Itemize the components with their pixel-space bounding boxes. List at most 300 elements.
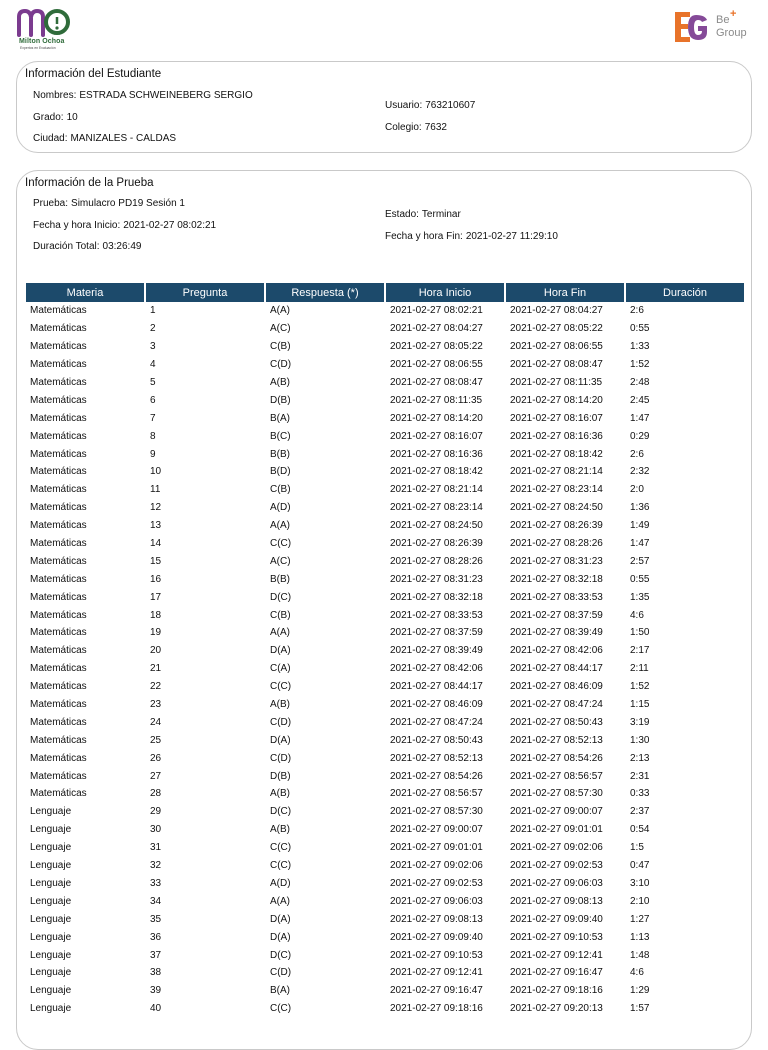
cell-duracion: 2:10 (630, 895, 650, 907)
cell-hora-inicio: 2021-02-27 08:18:42 (390, 466, 483, 478)
cell-duracion: 0:33 (630, 788, 650, 800)
cell-hora-fin: 2021-02-27 08:42:06 (510, 645, 603, 657)
cell-respuesta: A(B) (270, 377, 290, 388)
cell-hora-fin: 2021-02-27 08:16:36 (510, 430, 603, 442)
student-grade-field (33, 112, 78, 123)
cell-respuesta: C(C) (270, 1003, 292, 1015)
logo-brand-text: Milton Ochoa (19, 38, 65, 45)
cell-materia: Matemáticas (30, 699, 87, 711)
cell-materia: Matemáticas (30, 538, 87, 550)
cell-hora-inicio: 2021-02-27 08:28:26 (390, 555, 483, 567)
cell-respuesta: A(C) (270, 555, 291, 567)
cell-duracion: 1:57 (630, 1003, 650, 1015)
cell-pregunta: 25 (150, 734, 162, 746)
cell-hora-inicio: 2021-02-27 09:09:40 (390, 931, 483, 943)
cell-hora-fin: 2021-02-27 08:39:49 (510, 627, 603, 639)
cell-hora-fin: 2021-02-27 09:02:53 (510, 860, 603, 872)
cell-materia: Lenguaje (30, 895, 72, 907)
cell-pregunta: 38 (150, 967, 162, 979)
table-row (26, 946, 744, 964)
table-row (26, 463, 744, 481)
cell-materia: Lenguaje (30, 967, 72, 979)
cell-hora-inicio: 2021-02-27 08:46:09 (390, 699, 483, 711)
cell-hora-inicio: 2021-02-27 09:01:01 (390, 842, 483, 854)
student-user-value: 763210607 (425, 100, 476, 111)
cell-respuesta: C(D) (270, 967, 292, 979)
table-row (26, 731, 744, 749)
cell-duracion: 1:33 (630, 341, 650, 353)
table-row (26, 445, 744, 463)
cell-hora-fin: 2021-02-27 09:10:53 (510, 931, 603, 943)
cell-hora-fin: 2021-02-27 08:50:43 (510, 716, 603, 728)
student-info-card (16, 61, 752, 153)
cell-hora-fin: 2021-02-27 08:47:24 (510, 699, 603, 711)
cell-hora-fin: 2021-02-27 09:01:01 (510, 824, 603, 836)
table-row (26, 821, 744, 839)
table-row (26, 588, 744, 606)
cell-respuesta: A(C) (270, 323, 291, 335)
cell-hora-inicio: 2021-02-27 09:10:53 (390, 949, 483, 961)
cell-pregunta: 23 (150, 699, 162, 711)
cell-duracion: 0:29 (630, 430, 650, 442)
table-row (26, 928, 744, 946)
cell-pregunta: 11 (150, 484, 161, 496)
cell-hora-fin: 2021-02-27 08:33:53 (510, 591, 603, 603)
cell-pregunta: 16 (150, 573, 162, 585)
cell-pregunta: 24 (150, 716, 162, 728)
cell-respuesta: D(A) (270, 645, 291, 657)
cell-duracion: 1:49 (630, 520, 650, 532)
cell-materia: Matemáticas (30, 502, 87, 514)
cell-pregunta: 17 (150, 591, 162, 603)
cell-pregunta: 13 (150, 520, 162, 532)
cell-pregunta: 18 (150, 609, 162, 621)
test-name-field (33, 198, 185, 209)
cell-respuesta: B(D) (270, 466, 291, 478)
cell-respuesta: C(B) (270, 341, 291, 353)
cell-hora-fin: 2021-02-27 08:31:23 (510, 555, 603, 567)
cell-hora-inicio: 2021-02-27 09:02:06 (390, 860, 483, 872)
cell-materia: Matemáticas (30, 591, 87, 603)
table-row (26, 1000, 744, 1018)
cell-respuesta: D(C) (270, 591, 292, 603)
table-header-row (26, 283, 744, 302)
cell-pregunta: 35 (150, 913, 162, 925)
cell-respuesta: D(C) (270, 806, 292, 818)
table-row (26, 767, 744, 785)
cell-hora-inicio: 2021-02-27 08:06:55 (390, 359, 483, 371)
cell-materia: Matemáticas (30, 716, 87, 728)
cell-pregunta: 9 (150, 448, 156, 460)
cell-respuesta: A(A) (270, 520, 290, 532)
cell-hora-fin: 2021-02-27 08:14:20 (510, 394, 603, 406)
cell-respuesta: A(D) (270, 502, 291, 514)
cell-hora-fin: 2021-02-27 09:16:47 (510, 967, 603, 979)
student-user-field (385, 100, 475, 111)
student-city-label: Ciudad: (33, 133, 68, 144)
cell-hora-inicio: 2021-02-27 09:18:16 (390, 1003, 483, 1015)
cell-hora-fin: 2021-02-27 08:56:57 (510, 770, 603, 782)
cell-duracion: 2:11 (630, 663, 649, 675)
cell-hora-inicio: 2021-02-27 08:11:35 (390, 394, 483, 406)
cell-respuesta: C(C) (270, 681, 292, 693)
cell-pregunta: 12 (150, 502, 162, 514)
table-row (26, 624, 744, 642)
cell-materia: Matemáticas (30, 663, 87, 675)
cell-duracion: 2:17 (630, 645, 650, 657)
student-grade-label: Grado: (33, 112, 64, 123)
cell-duracion: 1:52 (630, 359, 650, 371)
cell-hora-fin: 2021-02-27 09:02:06 (510, 842, 603, 854)
column-header-hora-inicio: Hora Inicio (386, 283, 504, 302)
cell-pregunta: 28 (150, 788, 162, 800)
cell-respuesta: B(B) (270, 448, 290, 460)
cell-hora-inicio: 2021-02-27 08:16:07 (390, 430, 483, 442)
cell-materia: Matemáticas (30, 448, 87, 460)
student-city-value: MANIZALES - CALDAS (70, 133, 177, 144)
cell-respuesta: D(A) (270, 913, 291, 925)
student-name-label: Nombres: (33, 90, 77, 101)
student-city-field (33, 133, 176, 144)
cell-hora-fin: 2021-02-27 08:57:30 (510, 788, 603, 800)
test-start-value: 2021-02-27 08:02:21 (123, 220, 217, 231)
logo-tagline-text: Expertos en Evaluación (20, 46, 56, 50)
cell-hora-fin: 2021-02-27 09:20:13 (510, 1003, 603, 1015)
cell-hora-fin: 2021-02-27 08:18:42 (510, 448, 603, 460)
cell-pregunta: 8 (150, 430, 156, 442)
table-row (26, 606, 744, 624)
cell-respuesta: D(C) (270, 949, 292, 961)
cell-hora-fin: 2021-02-27 08:04:27 (510, 305, 603, 317)
cell-duracion: 2:6 (630, 448, 644, 460)
column-header-materia: Materia (26, 283, 144, 302)
answers-table-body (26, 302, 744, 1018)
table-row (26, 427, 744, 445)
student-name-field (33, 90, 253, 101)
cell-duracion: 1:5 (630, 842, 644, 854)
cell-materia: Matemáticas (30, 609, 87, 621)
cell-materia: Matemáticas (30, 484, 87, 496)
cell-respuesta: A(A) (270, 305, 290, 317)
cell-duracion: 2:6 (630, 305, 644, 317)
cell-materia: Lenguaje (30, 877, 72, 889)
cell-hora-inicio: 2021-02-27 08:44:17 (390, 681, 483, 693)
cell-duracion: 1:13 (630, 931, 650, 943)
cell-duracion: 2:57 (630, 555, 650, 567)
table-row (26, 320, 744, 338)
table-row (26, 660, 744, 678)
cell-hora-inicio: 2021-02-27 08:42:06 (390, 663, 483, 675)
student-info-title: Información del Estudiante (25, 68, 162, 80)
logo-plus-text: + (730, 8, 737, 20)
cell-duracion: 1:47 (630, 412, 650, 424)
table-row (26, 642, 744, 660)
cell-respuesta: A(A) (270, 627, 290, 639)
cell-hora-fin: 2021-02-27 08:23:14 (510, 484, 603, 496)
table-row (26, 839, 744, 857)
cell-hora-fin: 2021-02-27 09:12:41 (510, 949, 603, 961)
cell-duracion: 4:6 (630, 967, 644, 979)
cell-duracion: 1:47 (630, 538, 650, 550)
cell-pregunta: 3 (150, 341, 156, 353)
cell-materia: Matemáticas (30, 627, 87, 639)
student-school-value: 7632 (424, 122, 447, 133)
cell-materia: Matemáticas (30, 305, 87, 317)
cell-pregunta: 33 (150, 877, 162, 889)
cell-hora-fin: 2021-02-27 08:05:22 (510, 323, 603, 335)
cell-materia: Matemáticas (30, 341, 87, 353)
cell-pregunta: 26 (150, 752, 162, 764)
cell-hora-inicio: 2021-02-27 08:31:23 (390, 573, 483, 585)
cell-pregunta: 39 (150, 985, 162, 997)
cell-duracion: 2:45 (630, 394, 650, 406)
cell-hora-fin: 2021-02-27 08:06:55 (510, 341, 603, 353)
test-duration-label: Duración Total: (33, 241, 100, 252)
cell-materia: Matemáticas (30, 752, 87, 764)
cell-respuesta: C(C) (270, 538, 292, 550)
cell-respuesta: D(A) (270, 734, 291, 746)
cell-pregunta: 34 (150, 895, 162, 907)
cell-hora-inicio: 2021-02-27 08:54:26 (390, 770, 483, 782)
cell-pregunta: 7 (150, 412, 156, 424)
cell-hora-fin: 2021-02-27 08:11:35 (510, 377, 603, 388)
cell-duracion: 2:37 (630, 806, 650, 818)
cell-hora-inicio: 2021-02-27 08:57:30 (390, 806, 483, 818)
cell-respuesta: C(D) (270, 716, 292, 728)
cell-pregunta: 4 (150, 359, 156, 371)
cell-pregunta: 29 (150, 806, 162, 818)
cell-hora-fin: 2021-02-27 08:16:07 (510, 412, 603, 424)
cell-pregunta: 19 (150, 627, 162, 639)
cell-hora-fin: 2021-02-27 08:37:59 (510, 609, 603, 621)
cell-hora-inicio: 2021-02-27 08:08:47 (390, 377, 483, 388)
cell-materia: Lenguaje (30, 842, 72, 854)
cell-duracion: 1:15 (630, 699, 650, 711)
cell-respuesta: C(D) (270, 359, 292, 371)
cell-duracion: 1:30 (630, 734, 650, 746)
table-row (26, 409, 744, 427)
cell-hora-fin: 2021-02-27 09:00:07 (510, 806, 603, 818)
cell-hora-fin: 2021-02-27 09:18:16 (510, 985, 603, 997)
logo-be-text: Be (716, 14, 730, 26)
table-row (26, 552, 744, 570)
cell-hora-inicio: 2021-02-27 09:06:03 (390, 895, 483, 907)
cell-hora-fin: 2021-02-27 08:44:17 (510, 663, 603, 675)
cell-hora-fin: 2021-02-27 08:26:39 (510, 520, 603, 532)
cell-pregunta: 20 (150, 645, 162, 657)
cell-duracion: 1:35 (630, 591, 650, 603)
cell-materia: Lenguaje (30, 931, 72, 943)
be-group-logo (672, 10, 752, 44)
logo-group-text: Group (716, 27, 747, 39)
cell-respuesta: D(B) (270, 394, 291, 406)
cell-hora-fin: 2021-02-27 08:32:18 (510, 573, 603, 585)
test-start-label: Fecha y hora Inicio: (33, 220, 121, 231)
cell-materia: Matemáticas (30, 323, 87, 335)
cell-materia: Matemáticas (30, 520, 87, 532)
cell-duracion: 1:50 (630, 627, 650, 639)
cell-materia: Matemáticas (30, 359, 87, 371)
cell-pregunta: 5 (150, 377, 156, 388)
table-row (26, 857, 744, 875)
table-row (26, 338, 744, 356)
cell-duracion: 0:47 (630, 860, 650, 872)
table-row (26, 982, 744, 1000)
cell-respuesta: B(C) (270, 430, 291, 442)
table-row (26, 356, 744, 374)
cell-respuesta: C(D) (270, 752, 292, 764)
cell-hora-inicio: 2021-02-27 09:12:41 (390, 967, 483, 979)
cell-duracion: 2:13 (630, 752, 650, 764)
cell-duracion: 4:6 (630, 609, 644, 621)
column-header-pregunta: Pregunta (146, 283, 264, 302)
cell-hora-inicio: 2021-02-27 08:21:14 (390, 484, 483, 496)
cell-pregunta: 30 (150, 824, 162, 836)
test-end-label: Fecha y hora Fin: (385, 231, 463, 242)
cell-hora-inicio: 2021-02-27 09:16:47 (390, 985, 483, 997)
cell-materia: Lenguaje (30, 913, 72, 925)
cell-materia: Lenguaje (30, 860, 72, 872)
cell-respuesta: B(A) (270, 412, 290, 424)
cell-hora-inicio: 2021-02-27 08:26:39 (390, 538, 483, 550)
cell-duracion: 3:19 (630, 716, 650, 728)
cell-hora-inicio: 2021-02-27 08:02:21 (390, 305, 483, 317)
cell-pregunta: 40 (150, 1003, 162, 1015)
table-row (26, 785, 744, 803)
cell-hora-inicio: 2021-02-27 08:24:50 (390, 520, 483, 532)
cell-pregunta: 22 (150, 681, 162, 693)
cell-respuesta: A(B) (270, 824, 290, 836)
table-row (26, 910, 744, 928)
cell-respuesta: D(B) (270, 770, 291, 782)
cell-pregunta: 2 (150, 323, 156, 335)
answers-table (24, 283, 746, 1018)
cell-hora-inicio: 2021-02-27 08:52:13 (390, 752, 483, 764)
cell-materia: Matemáticas (30, 645, 87, 657)
table-row (26, 678, 744, 696)
test-status-value: Terminar (421, 209, 461, 220)
cell-hora-inicio: 2021-02-27 09:08:13 (390, 913, 483, 925)
cell-hora-inicio: 2021-02-27 09:02:53 (390, 877, 483, 889)
cell-hora-fin: 2021-02-27 08:21:14 (510, 466, 603, 478)
table-row (26, 302, 744, 320)
cell-hora-fin: 2021-02-27 09:08:13 (510, 895, 603, 907)
student-school-field (385, 122, 447, 133)
cell-hora-fin: 2021-02-27 09:06:03 (510, 877, 603, 889)
test-end-value: 2021-02-27 11:29:10 (465, 231, 558, 242)
student-school-label: Colegio: (385, 122, 422, 133)
cell-hora-fin: 2021-02-27 08:08:47 (510, 359, 603, 371)
cell-hora-inicio: 2021-02-27 08:23:14 (390, 502, 483, 514)
cell-hora-inicio: 2021-02-27 08:32:18 (390, 591, 483, 603)
cell-hora-inicio: 2021-02-27 08:05:22 (390, 341, 483, 353)
table-row (26, 696, 744, 714)
cell-pregunta: 21 (150, 663, 162, 675)
cell-pregunta: 36 (150, 931, 162, 943)
cell-hora-inicio: 2021-02-27 08:16:36 (390, 448, 483, 460)
page-header (0, 0, 768, 56)
table-row (26, 481, 744, 499)
cell-materia: Matemáticas (30, 377, 87, 388)
cell-materia: Matemáticas (30, 394, 87, 406)
table-row (26, 570, 744, 588)
table-row (26, 713, 744, 731)
cell-pregunta: 6 (150, 394, 156, 406)
table-row (26, 803, 744, 821)
cell-pregunta: 15 (150, 555, 162, 567)
cell-hora-inicio: 2021-02-27 08:04:27 (390, 323, 483, 335)
cell-duracion: 1:52 (630, 681, 650, 693)
cell-pregunta: 10 (150, 466, 162, 478)
cell-hora-fin: 2021-02-27 08:52:13 (510, 734, 603, 746)
cell-materia: Matemáticas (30, 573, 87, 585)
cell-duracion: 1:48 (630, 949, 650, 961)
cell-materia: Matemáticas (30, 770, 87, 782)
cell-respuesta: C(C) (270, 842, 292, 854)
cell-hora-fin: 2021-02-27 08:24:50 (510, 502, 603, 514)
cell-materia: Lenguaje (30, 1003, 72, 1015)
cell-respuesta: C(B) (270, 484, 291, 496)
table-row (26, 875, 744, 893)
cell-materia: Matemáticas (30, 466, 87, 478)
be-group-logo-mark (672, 10, 714, 44)
cell-pregunta: 32 (150, 860, 162, 872)
cell-respuesta: A(A) (270, 895, 290, 907)
cell-duracion: 2:32 (630, 466, 650, 478)
cell-pregunta: 1 (150, 305, 156, 317)
cell-hora-inicio: 2021-02-27 08:33:53 (390, 609, 483, 621)
cell-pregunta: 27 (150, 770, 162, 782)
test-status-label: Estado: (385, 209, 419, 220)
column-header-hora-fin: Hora Fin (506, 283, 624, 302)
student-user-label: Usuario: (385, 100, 423, 111)
table-row (26, 964, 744, 982)
cell-duracion: 0:55 (630, 573, 650, 585)
cell-duracion: 3:10 (630, 877, 650, 889)
test-end-field (385, 231, 558, 242)
table-row (26, 391, 744, 409)
cell-respuesta: C(B) (270, 609, 291, 621)
cell-materia: Lenguaje (30, 806, 72, 818)
cell-materia: Matemáticas (30, 788, 87, 800)
table-row (26, 374, 744, 392)
column-header-respuesta: Respuesta (*) (266, 283, 384, 302)
table-row (26, 892, 744, 910)
cell-duracion: 1:27 (630, 913, 650, 925)
cell-hora-inicio: 2021-02-27 08:39:49 (390, 645, 483, 657)
cell-respuesta: B(B) (270, 573, 290, 585)
cell-respuesta: C(C) (270, 860, 292, 872)
cell-materia: Lenguaje (30, 824, 72, 836)
cell-materia: Lenguaje (30, 985, 72, 997)
test-duration-field (33, 241, 141, 252)
cell-hora-inicio: 2021-02-27 08:47:24 (390, 716, 483, 728)
test-status-field (385, 209, 461, 220)
cell-respuesta: D(A) (270, 931, 291, 943)
cell-hora-fin: 2021-02-27 08:28:26 (510, 538, 603, 550)
cell-hora-inicio: 2021-02-27 08:56:57 (390, 788, 483, 800)
cell-duracion: 0:54 (630, 824, 650, 836)
test-name-value: Simulacro PD19 Sesión 1 (71, 198, 185, 209)
cell-duracion: 0:55 (630, 323, 650, 335)
test-info-title: Información de la Prueba (25, 177, 154, 189)
cell-respuesta: A(B) (270, 699, 290, 711)
cell-duracion: 1:36 (630, 502, 650, 514)
cell-materia: Matemáticas (30, 734, 87, 746)
table-row (26, 517, 744, 535)
cell-materia: Lenguaje (30, 949, 72, 961)
test-start-field (33, 220, 216, 231)
